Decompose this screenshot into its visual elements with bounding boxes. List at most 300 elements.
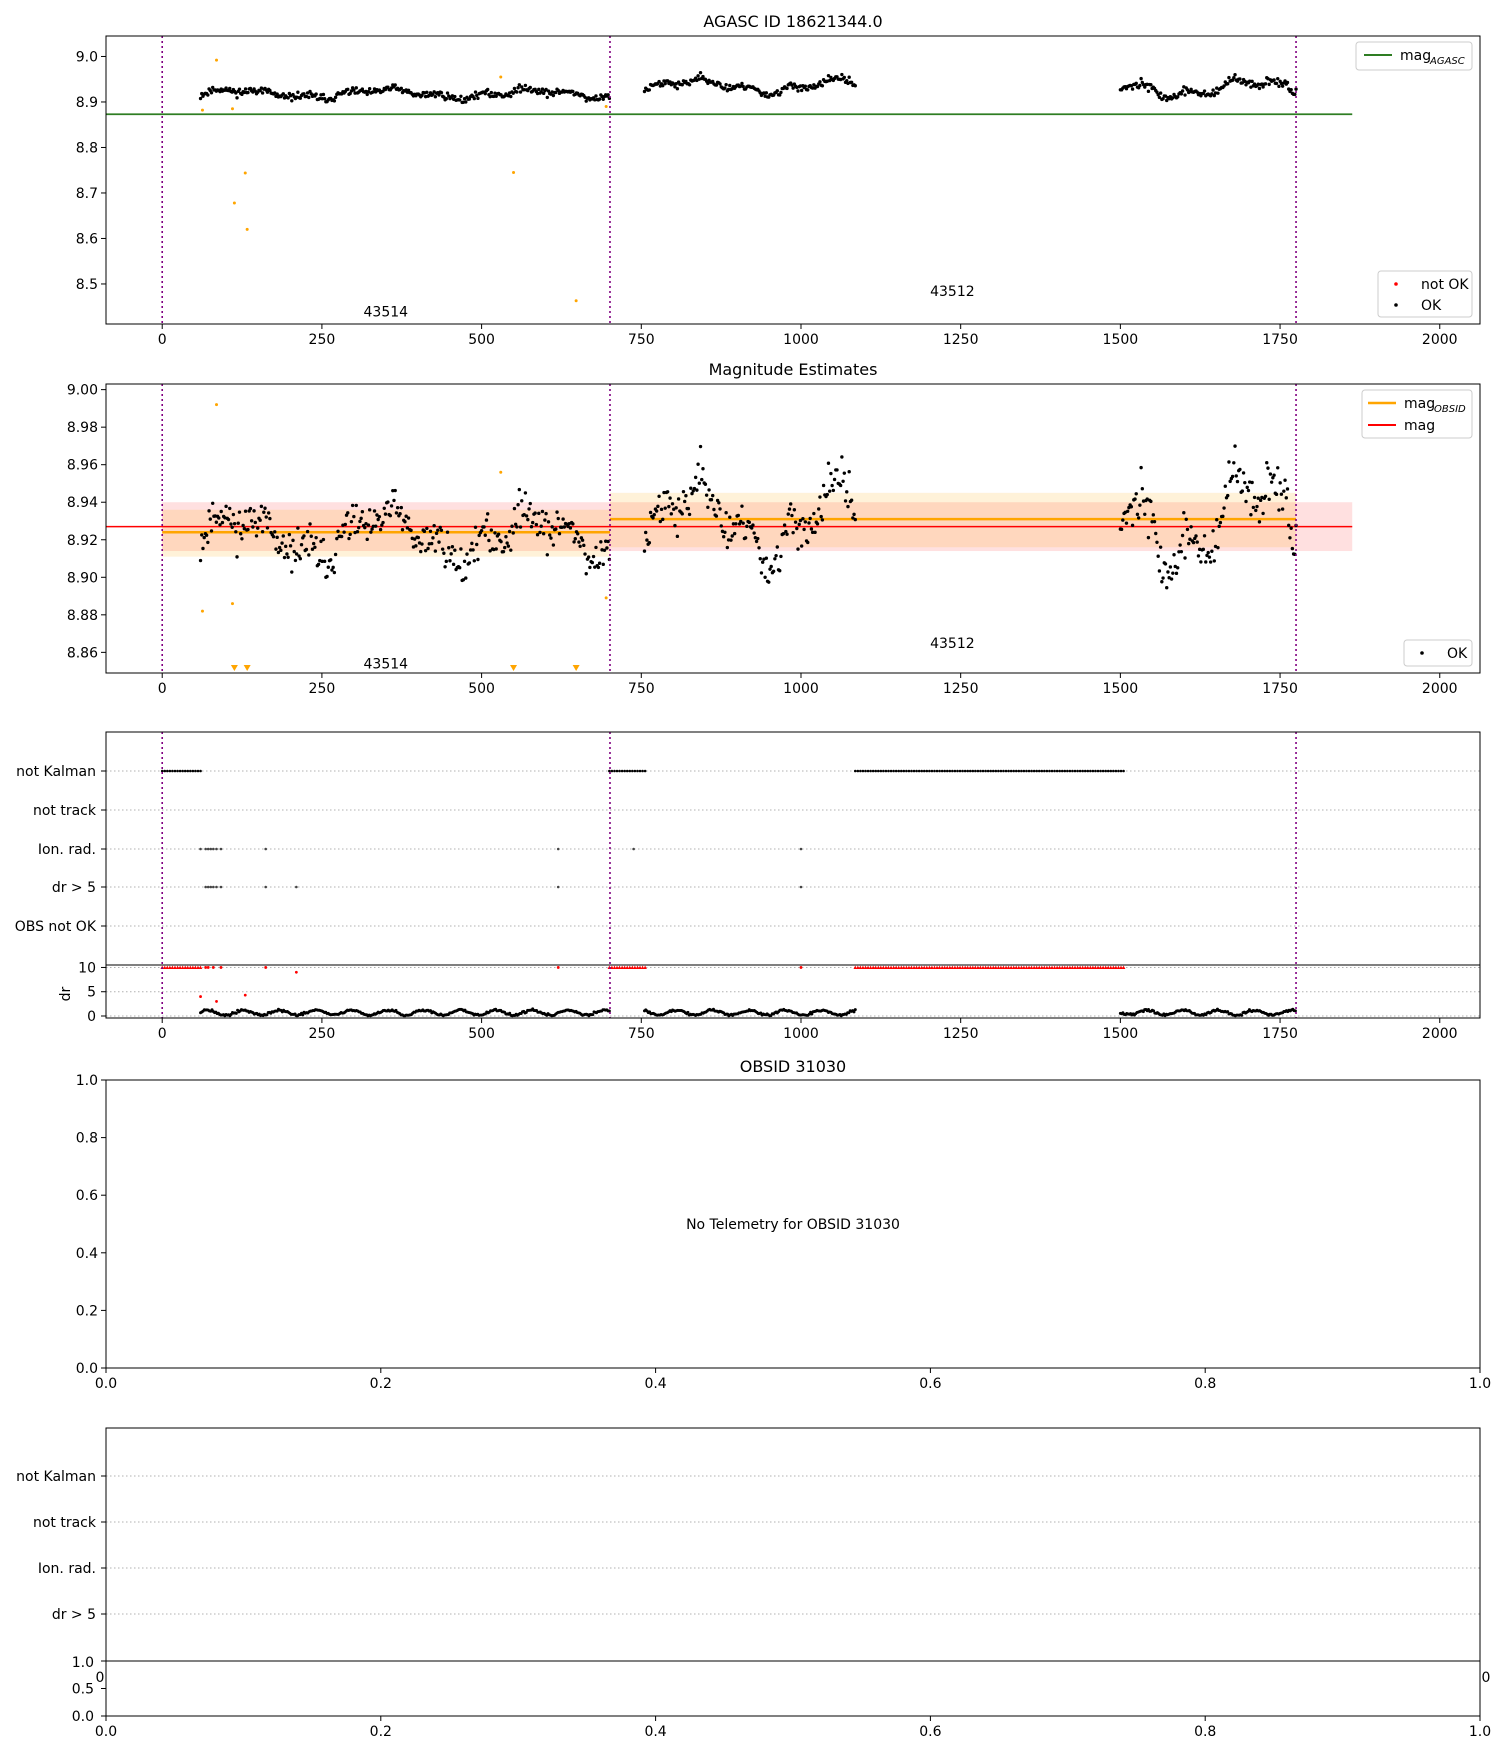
data-point-ok — [327, 565, 330, 568]
data-point-ok — [220, 510, 223, 513]
data-point-outlier — [499, 75, 502, 78]
data-point-ok — [1176, 95, 1179, 98]
data-point-ok — [1171, 571, 1174, 574]
data-point-ok — [826, 493, 829, 496]
data-point-ok — [221, 521, 224, 524]
data-point-ok — [689, 486, 692, 489]
y-tick-label: 0.2 — [75, 1303, 98, 1320]
dr-axis-label: dr — [58, 986, 74, 1002]
legend-label-mag: mag — [1404, 418, 1436, 434]
data-point-ok — [228, 87, 231, 90]
data-point-ok — [577, 540, 580, 543]
data-point-ok — [358, 520, 361, 523]
data-point-ok — [644, 531, 647, 534]
flag-point-not-kalman — [1058, 770, 1061, 773]
data-point-ok — [296, 526, 299, 529]
data-point-ok — [209, 517, 212, 520]
data-point-ok — [486, 88, 489, 91]
data-point-ok — [396, 506, 399, 509]
dr-point-not-ok — [204, 966, 207, 969]
data-point-ok — [833, 478, 836, 481]
data-point-ok — [818, 495, 821, 498]
data-point-ok — [470, 542, 473, 545]
flag-point-not-kalman — [1061, 770, 1064, 773]
data-point-ok — [728, 84, 731, 87]
flag-point-not-kalman — [918, 770, 921, 773]
dr-tick-label: 5 — [87, 984, 96, 1001]
data-point-ok — [423, 530, 426, 533]
data-point-ok — [830, 484, 833, 487]
data-point-ok — [241, 524, 244, 527]
y-tick-label: 8.96 — [66, 457, 98, 474]
flag-point-not-kalman — [184, 770, 187, 773]
data-point-ok — [740, 504, 743, 507]
data-point-ok — [1197, 554, 1200, 557]
data-point-ok — [576, 532, 579, 535]
data-point-ok — [1126, 510, 1129, 513]
data-point-ok — [206, 541, 209, 544]
flag-point-not-kalman — [974, 770, 977, 773]
data-point-ok — [715, 514, 718, 517]
data-point-ok — [844, 499, 847, 502]
dr-point-ok — [1294, 1009, 1297, 1012]
data-point-ok — [1211, 88, 1214, 91]
data-point-ok — [390, 504, 393, 507]
flag-point-not-kalman — [857, 770, 860, 773]
data-point-ok — [453, 95, 456, 98]
data-point-ok — [1199, 560, 1202, 563]
data-point-ok — [285, 552, 288, 555]
data-point-ok — [334, 96, 337, 99]
data-point-ok — [850, 499, 853, 502]
flag-point-not-kalman — [1086, 770, 1089, 773]
data-point-ok — [355, 86, 358, 89]
panel1-title: AGASC ID 18621344.0 — [703, 12, 883, 31]
data-point-ok — [1181, 534, 1184, 537]
flag-point-not-kalman — [1104, 770, 1107, 773]
legend-label-mag: mag — [1400, 48, 1432, 64]
data-point-ok — [733, 532, 736, 535]
y-tick-label: 0.0 — [75, 1361, 98, 1377]
data-point-ok — [778, 569, 781, 572]
data-point-ok — [419, 550, 422, 553]
data-point-ok — [793, 508, 796, 511]
data-point-ok — [770, 565, 773, 568]
data-point-ok — [1277, 508, 1280, 511]
data-point-ok — [821, 84, 824, 87]
panel-agasc-magnitude — [76, 12, 1480, 348]
flag-point-not-kalman — [1018, 770, 1021, 773]
data-point-ok — [554, 527, 557, 530]
data-point-ok — [515, 525, 518, 528]
flag-point-ion-rad — [212, 848, 215, 851]
flag-point-not-kalman — [1043, 770, 1046, 773]
flag-point-not-kalman — [936, 770, 939, 773]
data-point-ok — [282, 534, 285, 537]
data-point-ok — [1202, 548, 1205, 551]
x-tick-label: 1500 — [1102, 1026, 1139, 1042]
legend-marker-ok — [1394, 303, 1398, 307]
data-point-ok — [431, 536, 434, 539]
data-point-ok — [1252, 506, 1255, 509]
data-point-ok — [667, 505, 670, 508]
data-point-ok — [346, 511, 349, 514]
flag-point-not-kalman — [1035, 770, 1038, 773]
dr-point-ok — [608, 1009, 611, 1012]
data-point-ok — [796, 89, 799, 92]
panel-flags — [15, 732, 1480, 1042]
dr-point-not-ok — [800, 966, 803, 969]
data-point-ok — [366, 538, 369, 541]
flag-point-not-kalman — [1048, 770, 1051, 773]
data-point-ok — [445, 97, 448, 100]
data-point-ok — [200, 533, 203, 536]
data-point-ok — [1141, 487, 1144, 490]
dr-point-not-ok — [215, 1000, 218, 1003]
data-point-ok — [340, 535, 343, 538]
x-tick-label: 0.4 — [644, 1724, 667, 1740]
data-point-ok — [1238, 468, 1241, 471]
data-point-ok — [852, 513, 855, 516]
data-point-ok — [537, 88, 540, 91]
data-point-ok — [210, 91, 213, 94]
data-point-ok — [548, 533, 551, 536]
data-point-ok — [361, 510, 364, 513]
data-point-ok — [645, 538, 648, 541]
data-point-ok — [819, 515, 822, 518]
data-point-ok — [587, 555, 590, 558]
flag-point-not-kalman — [928, 770, 931, 773]
data-point-outlier — [231, 602, 234, 605]
data-point-ok — [789, 502, 792, 505]
data-point-ok — [785, 87, 788, 90]
flag-point-not-kalman — [987, 770, 990, 773]
data-point-ok — [538, 531, 541, 534]
data-point-ok — [774, 554, 777, 557]
data-point-ok — [252, 509, 255, 512]
data-point-ok — [417, 536, 420, 539]
data-point-ok — [336, 530, 339, 533]
data-point-ok — [827, 462, 830, 465]
data-point-ok — [407, 516, 410, 519]
data-point-ok — [509, 95, 512, 98]
data-point-ok — [484, 92, 487, 95]
data-point-ok — [648, 88, 651, 91]
data-point-ok — [843, 471, 846, 474]
data-point-ok — [1267, 498, 1270, 501]
flag-point-not-kalman — [1079, 770, 1082, 773]
data-point-ok — [717, 501, 720, 504]
obsid-annotation-43514: 43514 — [363, 656, 409, 673]
dr-point-not-ok — [220, 966, 223, 969]
data-point-ok — [448, 559, 451, 562]
x-tick-label: 1500 — [1102, 681, 1139, 697]
data-point-ok — [663, 506, 666, 509]
data-point-ok — [261, 91, 264, 94]
dr-point-ok — [686, 1011, 689, 1014]
data-point-ok — [296, 91, 299, 94]
flag-point-ion-rad — [199, 848, 202, 851]
data-point-ok — [1210, 550, 1213, 553]
data-point-ok — [648, 541, 651, 544]
y-tick-label: 8.5 — [75, 276, 98, 293]
data-point-ok — [592, 555, 595, 558]
flag-point-not-kalman — [176, 770, 179, 773]
flag-point-not-kalman — [1109, 770, 1112, 773]
data-point-ok — [1138, 84, 1141, 87]
y-tick-label: 8.90 — [66, 570, 98, 587]
data-point-ok — [711, 494, 714, 497]
flag-point-not-kalman — [1023, 770, 1026, 773]
flag-point-not-kalman — [938, 770, 941, 773]
x-tick-label: 1.0 — [1468, 1376, 1492, 1392]
data-point-ok — [486, 512, 489, 515]
data-point-ok — [1236, 480, 1239, 483]
data-point-ok — [676, 535, 679, 538]
data-point-ok — [598, 562, 601, 565]
data-point-ok — [373, 509, 376, 512]
data-point-ok — [210, 529, 213, 532]
flag-point-not-kalman — [618, 770, 621, 773]
data-point-ok — [459, 95, 462, 98]
data-point-ok — [1241, 489, 1244, 492]
data-point-ok — [1139, 77, 1142, 80]
data-point-ok — [260, 505, 263, 508]
data-point-ok — [420, 542, 423, 545]
flag-point-not-kalman — [959, 770, 962, 773]
flag-point-not-kalman — [859, 770, 862, 773]
data-point-ok — [1135, 492, 1138, 495]
flag-point-not-kalman — [1038, 770, 1041, 773]
data-point-ok — [759, 557, 762, 560]
flag-point-not-kalman — [1115, 770, 1118, 773]
data-point-ok — [1125, 521, 1128, 524]
data-point-ok — [1155, 541, 1158, 544]
y-tick-label: 9.00 — [66, 382, 98, 399]
data-point-ok — [435, 532, 438, 535]
flag-point-not-kalman — [885, 770, 888, 773]
legend-top-right — [1356, 42, 1472, 70]
data-point-ok — [552, 94, 555, 97]
flag-point-ion-rad — [557, 848, 560, 851]
flag-point-not-kalman — [872, 770, 875, 773]
data-point-ok — [352, 515, 355, 518]
data-point-ok — [673, 524, 676, 527]
data-point-ok — [1288, 536, 1291, 539]
data-point-ok — [288, 533, 291, 536]
flag-point-not-kalman — [897, 770, 900, 773]
data-point-ok — [1258, 87, 1261, 90]
data-point-ok — [795, 527, 798, 530]
data-point-ok — [508, 530, 511, 533]
data-point-ok — [1161, 576, 1164, 579]
data-point-ok — [657, 495, 660, 498]
data-point-ok — [440, 529, 443, 532]
data-point-ok — [414, 544, 417, 547]
data-point-ok — [344, 523, 347, 526]
data-point-ok — [378, 515, 381, 518]
data-point-ok — [1219, 521, 1222, 524]
data-point-ok — [1232, 461, 1235, 464]
flag-point-not-kalman — [982, 770, 985, 773]
data-point-ok — [307, 96, 310, 99]
flag-point-not-kalman — [616, 770, 619, 773]
data-point-ok — [750, 526, 753, 529]
flag-point-dr — [207, 886, 210, 889]
data-point-ok — [312, 542, 315, 545]
y-tick-label: 8.6 — [75, 231, 98, 248]
data-point-ok — [1147, 536, 1150, 539]
x-tick-label: 0.2 — [369, 1724, 392, 1740]
flag-point-not-kalman — [1000, 770, 1003, 773]
data-point-ok — [379, 528, 382, 531]
data-point-ok — [605, 546, 608, 549]
data-point-outlier — [512, 171, 515, 174]
data-point-ok — [232, 513, 235, 516]
flag-point-not-kalman — [1069, 770, 1072, 773]
data-point-ok — [507, 544, 510, 547]
flag-point-not-kalman — [1051, 770, 1054, 773]
data-point-ok — [386, 500, 389, 503]
data-point-ok — [449, 552, 452, 555]
data-point-ok — [718, 507, 721, 510]
legend-label-ok: OK — [1447, 646, 1468, 662]
data-point-ok — [329, 558, 332, 561]
flag-point-not-kalman — [1099, 770, 1102, 773]
data-point-ok — [705, 493, 708, 496]
data-point-ok — [555, 510, 558, 513]
flag-point-not-kalman — [1033, 770, 1036, 773]
data-point-ok — [458, 98, 461, 101]
data-point-ok — [273, 530, 276, 533]
data-point-ok — [1166, 570, 1169, 573]
flag-point-not-kalman — [995, 770, 998, 773]
data-point-ok — [1130, 505, 1133, 508]
data-point-ok — [798, 523, 801, 526]
data-point-ok — [1254, 509, 1257, 512]
data-point-ok — [1152, 513, 1155, 516]
data-point-ok — [808, 517, 811, 520]
legend-bottom-right — [1404, 640, 1472, 666]
data-point-ok — [250, 519, 253, 522]
data-point-ok — [571, 522, 574, 525]
data-point-ok — [302, 534, 305, 537]
data-point-ok — [684, 494, 687, 497]
data-point-ok — [643, 549, 646, 552]
data-point-ok — [726, 546, 729, 549]
flag-point-not-kalman — [621, 770, 624, 773]
flag-point-not-kalman — [931, 770, 934, 773]
data-point-ok — [1182, 511, 1185, 514]
data-point-ok — [734, 522, 737, 525]
data-point-ok — [230, 526, 233, 529]
data-point-ok — [847, 76, 850, 79]
data-point-ok — [1272, 78, 1275, 81]
flag-point-not-kalman — [1102, 770, 1105, 773]
flag-point-not-kalman — [1010, 770, 1013, 773]
data-point-ok — [403, 520, 406, 523]
data-point-ok — [1285, 496, 1288, 499]
data-point-ok — [348, 533, 351, 536]
data-point-ok — [700, 478, 703, 481]
y-tick-label: 1.0 — [75, 1073, 98, 1089]
data-point-ok — [480, 529, 483, 532]
y-tick-label: 0.4 — [75, 1245, 98, 1262]
flag-point-not-kalman — [608, 770, 611, 773]
flag-point-not-kalman — [923, 770, 926, 773]
data-point-ok — [1131, 87, 1134, 90]
obsid-annotation-43512: 43512 — [930, 283, 975, 300]
data-point-ok — [350, 520, 353, 523]
data-point-ok — [246, 91, 249, 94]
data-point-ok — [752, 531, 755, 534]
panel4-title: OBSID 31030 — [739, 1057, 847, 1076]
flag-point-dr — [209, 886, 212, 889]
data-point-ok — [1143, 513, 1146, 516]
flag-point-not-kalman — [900, 770, 903, 773]
data-point-ok — [578, 545, 581, 548]
data-point-ok — [1261, 512, 1264, 515]
flag-point-dr — [557, 886, 560, 889]
data-point-ok — [255, 534, 258, 537]
flag-point-ion-rad — [215, 848, 218, 851]
data-point-ok — [728, 516, 731, 519]
flag-point-not-kalman — [1012, 770, 1015, 773]
y-tick-label: 8.88 — [66, 607, 98, 624]
data-point-ok — [475, 543, 478, 546]
data-point-ok — [581, 539, 584, 542]
legend-marker-not-ok — [1394, 282, 1398, 286]
data-point-ok — [670, 512, 673, 515]
data-point-ok — [740, 82, 743, 85]
data-point-ok — [262, 511, 265, 514]
flag-point-not-kalman — [634, 770, 637, 773]
data-point-ok — [206, 93, 209, 96]
data-point-ok — [237, 522, 240, 525]
data-point-ok — [1266, 466, 1269, 469]
data-point-ok — [207, 509, 210, 512]
data-point-ok — [1159, 545, 1162, 548]
flag-point-not-kalman — [961, 770, 964, 773]
y-tick-label: 8.98 — [66, 420, 98, 437]
data-point-ok — [696, 463, 699, 466]
panel-empty-flags — [16, 1428, 1491, 1740]
data-point-ok — [233, 522, 236, 525]
data-point-ok — [442, 552, 445, 555]
flag-point-not-kalman — [197, 770, 200, 773]
data-point-ok — [384, 512, 387, 515]
data-point-ok — [249, 507, 252, 510]
data-point-ok — [494, 547, 497, 550]
data-point-ok — [235, 555, 238, 558]
flag-row-label: not track — [32, 803, 96, 819]
data-point-ok — [1164, 562, 1167, 565]
data-point-ok — [1224, 484, 1227, 487]
data-point-ok — [1265, 461, 1268, 464]
x-tick-label: 250 — [308, 332, 336, 348]
data-point-ok — [284, 545, 287, 548]
flag-point-not-kalman — [854, 770, 857, 773]
data-point-ok — [1293, 93, 1296, 96]
data-point-ok — [724, 83, 727, 86]
data-point-ok — [323, 560, 326, 563]
flag-point-not-kalman — [1066, 770, 1069, 773]
dr-point-ok — [1240, 1014, 1243, 1017]
data-point-ok — [357, 526, 360, 529]
data-point-ok — [1232, 76, 1235, 79]
data-point-ok — [409, 529, 412, 532]
data-point-ok — [720, 524, 723, 527]
